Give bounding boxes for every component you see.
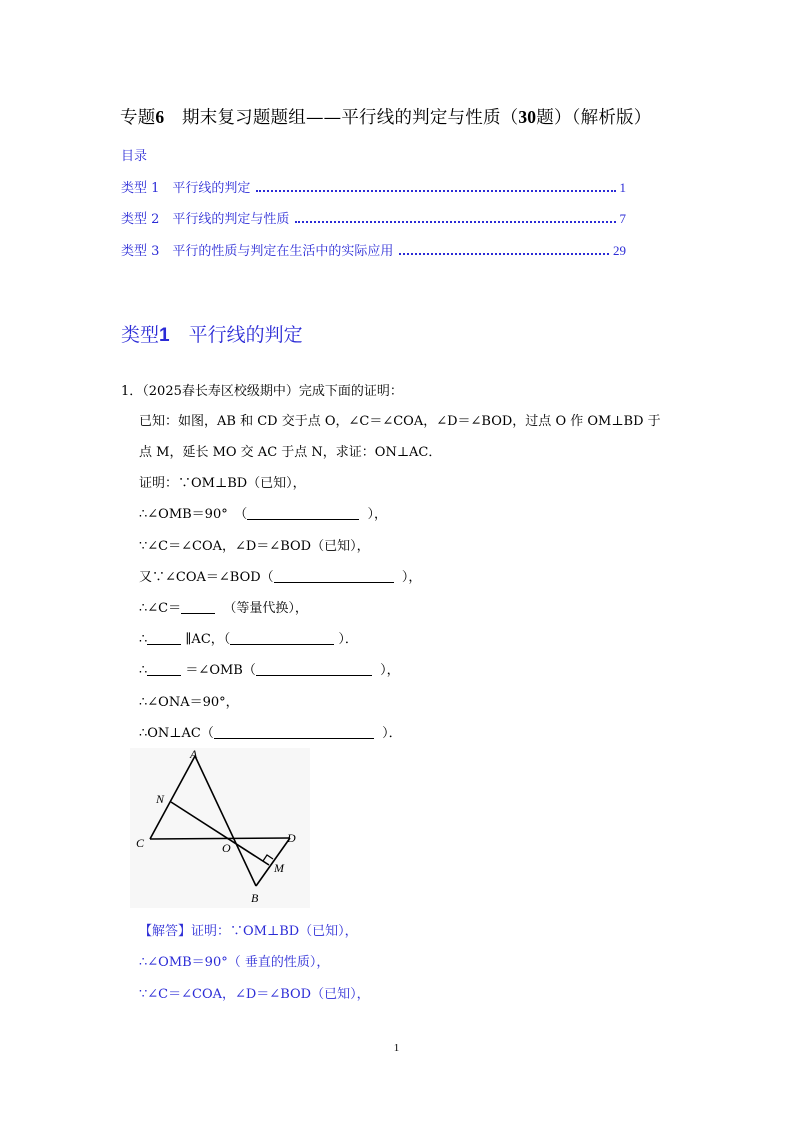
label-n: N — [156, 792, 165, 806]
blank-reason-4[interactable] — [256, 662, 372, 676]
problem-header: 1．（2025春长寿区校级期中）完成下面的证明： — [121, 384, 403, 399]
answer-line-2: ∴∠OMB＝90°（ 垂直的性质）， — [139, 955, 330, 970]
segment-cd — [150, 838, 290, 839]
answer-line-1: 【解答】证明：∵OM⊥BD（已知）， — [139, 924, 358, 939]
proof-step-8: ∴∠ONA＝90°， — [139, 695, 239, 710]
proof-step-1: 证明：∵OM⊥BD（已知）， — [139, 476, 306, 491]
label-m: M — [274, 861, 284, 875]
proof-step-9: ∴ON⊥AC（ ）． — [139, 726, 402, 741]
blank-angle-1[interactable] — [181, 600, 215, 614]
blank-line-1[interactable] — [147, 631, 181, 645]
label-c: C — [136, 836, 145, 850]
proof-step-4: 又∵∠COA＝∠BOD（ ）， — [139, 570, 422, 585]
answer-line-3: ∵∠C＝∠COA，∠D＝∠BOD（已知）， — [139, 987, 370, 1002]
proof-step-5: ∴∠C＝ （等量代换）， — [139, 601, 308, 616]
toc-item-type2[interactable]: 类型 2 平行线的判定与性质 7 — [121, 211, 626, 227]
toc-heading: 目录 — [121, 149, 148, 164]
label-d: D — [287, 831, 296, 845]
geometry-figure — [130, 748, 310, 908]
page-number: 1 — [393, 1042, 400, 1054]
blank-reason-1[interactable] — [247, 506, 359, 520]
toc-item-type1[interactable]: 类型 1 平行线的判定 1 — [121, 180, 626, 196]
blank-reason-5[interactable] — [214, 725, 374, 739]
problem-given-line2: 点 M，延长 MO 交 AC 于点 N，求证：ON⊥AC． — [139, 445, 442, 460]
section-heading: 类型1 平行线的判定 — [121, 324, 303, 346]
proof-step-3: ∵∠C＝∠COA，∠D＝∠BOD（已知）， — [139, 539, 370, 554]
problem-given-line1: 已知：如图，AB 和 CD 交于点 O，∠C＝∠COA，∠D＝∠BOD，过点 O 作 OM⊥BD 于 — [139, 414, 661, 429]
label-b: B — [251, 891, 259, 905]
answer-tag: 【解答】 — [139, 924, 192, 939]
proof-step-7: ∴ ＝∠OMB（ ）， — [139, 663, 400, 678]
proof-step-2: ∴∠OMB＝90° （ ）， — [139, 507, 388, 522]
blank-angle-2[interactable] — [147, 662, 181, 676]
proof-step-6: ∴ ∥AC，（ ）． — [139, 632, 358, 647]
document-title: 专题6 期末复习题题组——平行线的判定与性质（30题）（解析版） — [120, 107, 652, 128]
label-o: O — [222, 841, 231, 855]
blank-reason-2[interactable] — [274, 569, 394, 583]
label-a: A — [190, 748, 198, 761]
blank-reason-3[interactable] — [230, 631, 334, 645]
toc-item-type3[interactable]: 类型 3 平行的性质与判定在生活中的实际应用 29 — [121, 243, 626, 259]
